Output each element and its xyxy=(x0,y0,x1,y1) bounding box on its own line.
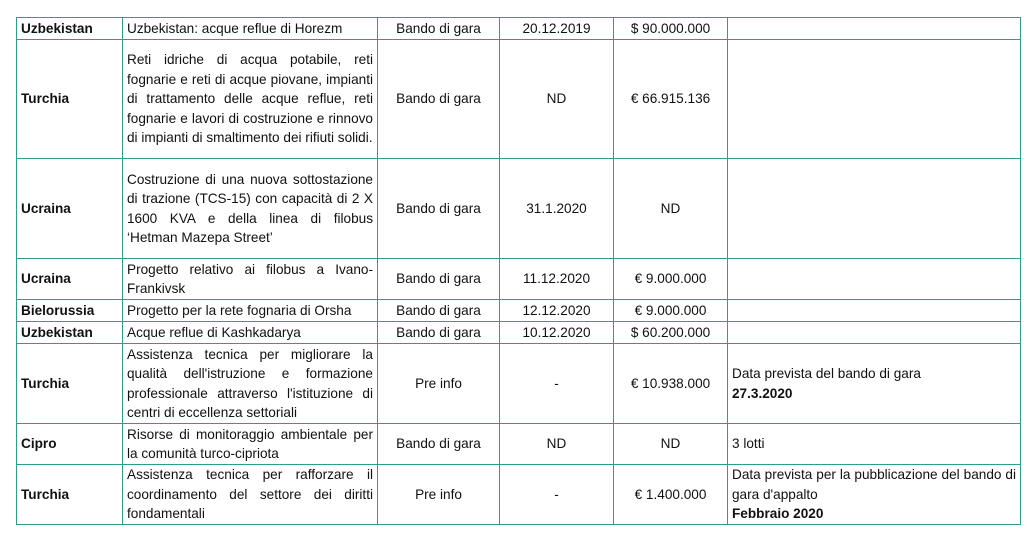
date-cell: 11.12.2020 xyxy=(500,259,614,300)
tenders-table xyxy=(16,17,1021,525)
date-cell: 12.12.2020 xyxy=(500,300,614,322)
country-cell: Ucraina xyxy=(17,259,123,300)
notes-cell xyxy=(728,40,1021,159)
notes-cell xyxy=(728,344,1021,424)
amount-cell: $ 90.000.000 xyxy=(614,18,728,40)
procedure-type-cell: Bando di gara xyxy=(378,159,500,259)
table-row xyxy=(17,424,1021,465)
description-cell: Risorse di monitoraggio ambientale per la comunità turco-cipriota xyxy=(123,424,378,465)
date-cell: 20.12.2019 xyxy=(500,18,614,40)
procedure-type-cell: Bando di gara xyxy=(378,18,500,40)
tenders-table-body xyxy=(17,18,1021,525)
procedure-type-cell: Pre info xyxy=(378,344,500,424)
country-cell: Bielorussia xyxy=(17,300,123,322)
country-cell: Ucraina xyxy=(17,159,123,259)
procedure-type-cell: Bando di gara xyxy=(378,40,500,159)
date-cell: ND xyxy=(500,40,614,159)
country-cell: Uzbekistan xyxy=(17,18,123,40)
date-cell: ND xyxy=(500,424,614,465)
note-text: Data prevista del bando di gara xyxy=(732,366,921,381)
notes-cell xyxy=(728,259,1021,300)
date-cell: - xyxy=(500,344,614,424)
amount-cell: € 66.915.136 xyxy=(614,40,728,159)
amount-cell: ND xyxy=(614,424,728,465)
amount-cell: € 9.000.000 xyxy=(614,300,728,322)
amount-cell: ND xyxy=(614,159,728,259)
tenders-table-page xyxy=(16,17,1021,525)
note-strong: 27.3.2020 xyxy=(732,385,793,401)
procedure-type-cell: Bando di gara xyxy=(378,322,500,344)
notes-cell xyxy=(728,465,1021,525)
date-cell: 31.1.2020 xyxy=(500,159,614,259)
procedure-type-cell: Bando di gara xyxy=(378,424,500,465)
table-row xyxy=(17,259,1021,300)
amount-cell: € 1.400.000 xyxy=(614,465,728,525)
notes-cell xyxy=(728,159,1021,259)
notes-cell xyxy=(728,424,1021,465)
table-row xyxy=(17,465,1021,525)
description-cell: Reti idriche di acqua potabile, reti fognarie e reti di acque piovane, impianti di trattamento delle acque reflue, reti fognarie e lavori di costruzione e rinnovo di impianti di smaltimento dei rifiuti solidi. xyxy=(123,40,378,159)
notes-cell xyxy=(728,300,1021,322)
country-cell: Uzbekistan xyxy=(17,322,123,344)
description-cell: Uzbekistan: acque reflue di Horezm xyxy=(123,18,378,40)
description-cell: Costruzione di una nuova sottostazione di trazione (TCS-15) con capacità di 2 X 1600 KVA e della linea di filobus ‘Hetman Mazepa Street’ xyxy=(123,159,378,259)
description-cell: Progetto per la rete fognaria di Orsha xyxy=(123,300,378,322)
note-text: 3 lotti xyxy=(732,436,765,452)
table-row xyxy=(17,322,1021,344)
note-strong: Febbraio 2020 xyxy=(732,506,824,522)
procedure-type-cell: Pre info xyxy=(378,465,500,525)
procedure-type-cell: Bando di gara xyxy=(378,259,500,300)
country-cell: Turchia xyxy=(17,344,123,424)
description-cell: Progetto relativo ai filobus a Ivano-Frankivsk xyxy=(123,259,378,300)
amount-cell: $ 60.200.000 xyxy=(614,322,728,344)
notes-cell xyxy=(728,322,1021,344)
date-cell: - xyxy=(500,465,614,525)
table-row xyxy=(17,18,1021,40)
table-row xyxy=(17,344,1021,424)
country-cell: Cipro xyxy=(17,424,123,465)
table-row xyxy=(17,159,1021,259)
note-text: Data prevista per la pubblicazione del bando di gara d'appalto xyxy=(732,467,1016,502)
description-cell: Acque reflue di Kashkadarya xyxy=(123,322,378,344)
table-row xyxy=(17,40,1021,159)
amount-cell: € 9.000.000 xyxy=(614,259,728,300)
table-row xyxy=(17,300,1021,322)
country-cell: Turchia xyxy=(17,40,123,159)
country-cell: Turchia xyxy=(17,465,123,525)
notes-cell xyxy=(728,18,1021,40)
date-cell: 10.12.2020 xyxy=(500,322,614,344)
procedure-type-cell: Bando di gara xyxy=(378,300,500,322)
description-cell: Assistenza tecnica per migliorare la qualità dell'istruzione e formazione professionale attraverso l'istituzione di centri di eccellenza settoriali xyxy=(123,344,378,424)
description-cell: Assistenza tecnica per rafforzare il coordinamento del settore dei diritti fondamentali xyxy=(123,465,378,525)
amount-cell: € 10.938.000 xyxy=(614,344,728,424)
